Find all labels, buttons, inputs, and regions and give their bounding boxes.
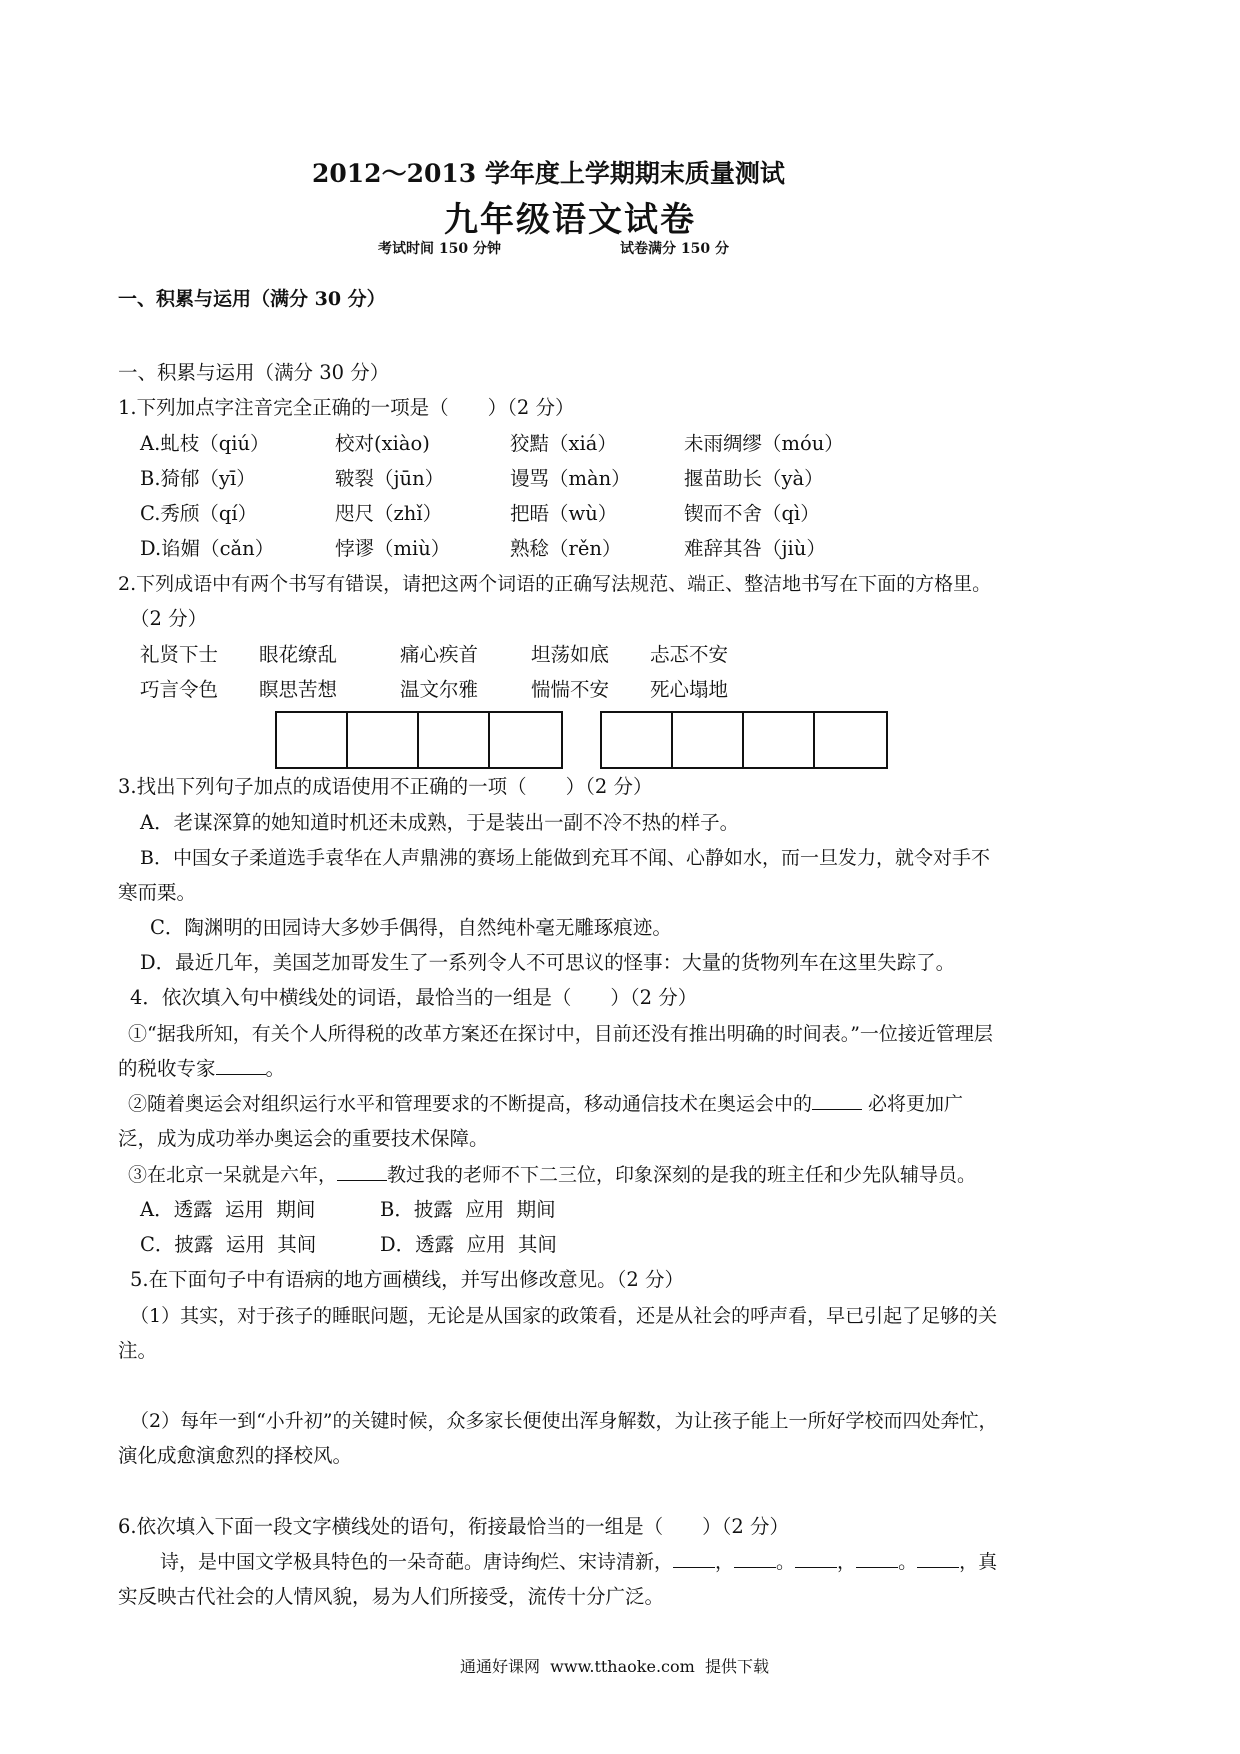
- fill-blank[interactable]: [734, 1549, 776, 1568]
- q6-stem: 6.依次填入下面一段文字横线处的语句，衔接最恰当的一组是（ ）（2 分）: [118, 1515, 789, 1538]
- exam-title-line2: 九年级语文试卷: [444, 200, 696, 240]
- answer-grid-left[interactable]: [275, 711, 563, 769]
- q1-c1: C.秀颀（qí）: [140, 502, 258, 525]
- fill-blank[interactable]: [856, 1549, 898, 1568]
- q2-r1-3: 痛心疾首: [400, 643, 479, 666]
- q1-a3: 狡黠（xiá）: [510, 432, 617, 455]
- q1-stem: 1.下列加点字注音完全正确的一项是（ ）（2 分）: [118, 396, 575, 419]
- q1-c3: 把晤（wù）: [510, 502, 618, 525]
- q1-b1: B.猗郁（yī）: [140, 467, 256, 490]
- q6-line1: 诗，是中国文学极具特色的一朵奇葩。唐诗绚烂、宋诗清新， ， 。 ， 。 ，真: [160, 1551, 998, 1573]
- answer-cell[interactable]: [815, 713, 886, 767]
- answer-cell[interactable]: [348, 713, 419, 767]
- fill-blank[interactable]: [795, 1549, 837, 1568]
- q2-r1-2: 眼花缭乱: [259, 643, 338, 666]
- q1-d4: 难辞其咎（jiù）: [684, 537, 826, 560]
- answer-cell[interactable]: [673, 713, 744, 767]
- q1-d2: 悖谬（miù）: [335, 537, 451, 560]
- q4-stem: 4．依次填入句中横线处的词语，最恰当的一组是（ ）（2 分）: [130, 986, 698, 1009]
- exam-time: 考试时间 150 分钟: [378, 241, 501, 257]
- q4-s2-line1: ②随着奥运会对组织运行水平和管理要求的不断提高，移动通信技术在奥运会中的 必将更加广: [128, 1093, 964, 1115]
- q1-d3: 熟稔（rěn）: [510, 537, 622, 560]
- full-marks: 试卷满分 150 分: [620, 241, 729, 257]
- q4-opt-d: D．透露 应用 其间: [380, 1233, 557, 1256]
- q5-s2-line2: 演化成愈演愈烈的择校风。: [118, 1444, 353, 1467]
- answer-grid-right[interactable]: [600, 711, 888, 769]
- q4-s2-line2: 泛，成为成功举办奥运会的重要技术保障。: [118, 1127, 489, 1150]
- q6-line2: 实反映古代社会的人情风貌，易为人们所接受，流传十分广泛。: [118, 1585, 665, 1608]
- q5-s1-line2: 注。: [118, 1339, 158, 1362]
- q2-r2-3: 温文尔雅: [400, 678, 479, 701]
- q4-s1-line2: 的税收专家 。: [118, 1057, 286, 1080]
- q1-d1: D.谄媚（cǎn）: [140, 537, 275, 560]
- fill-blank[interactable]: [216, 1056, 266, 1075]
- q1-a4: 未雨绸缪（móu）: [684, 432, 844, 455]
- q1-b4: 揠苗助长（yà）: [684, 467, 824, 490]
- q4-s1-line1: ①“据我所知，有关个人所得税的改革方案还在探讨中，目前还没有推出明确的时间表。”一位接近管理层: [128, 1023, 993, 1045]
- q2-score: （2 分）: [130, 607, 208, 630]
- exam-title-line1: 2012～2013 学年度上学期期末质量测试: [312, 159, 785, 188]
- q5-s2-line1: （2）每年一到“小升初”的关键时候，众多家长便使出浑身解数，为让孩子能上一所好学校而四处奔忙，: [130, 1410, 998, 1432]
- q3-b-line1: B．中国女子柔道选手袁华在人声鼎沸的赛场上能做到充耳不闻、心静如水，而一旦发力，就令对手不: [140, 847, 990, 869]
- q3-b-line2: 寒而栗。: [118, 881, 197, 904]
- page-footer: 通通好课网 www.tthaoke.com 提供下载: [460, 1657, 769, 1676]
- q3-a: A．老谋深算的她知道时机还未成熟，于是装出一副不冷不热的样子。: [140, 811, 740, 834]
- q2-r2-2: 瞑思苦想: [259, 678, 338, 701]
- q2-r2-5: 死心塌地: [650, 678, 729, 701]
- q2-r2-1: 巧言令色: [140, 678, 219, 701]
- answer-cell[interactable]: [419, 713, 490, 767]
- q1-a1: A.虬枝（qiú）: [140, 432, 270, 455]
- q2-r1-4: 坦荡如底: [531, 643, 610, 666]
- q4-s3: ③在北京一呆就是六年， 教过我的老师不下二三位，印象深刻的是我的班主任和少先队辅导员。: [128, 1164, 977, 1186]
- fill-blank[interactable]: [673, 1549, 715, 1568]
- q3-stem: 3.找出下列句子加点的成语使用不正确的一项（ ）（2 分）: [118, 775, 653, 798]
- q1-c2: 咫尺（zhǐ）: [335, 502, 443, 525]
- answer-cell[interactable]: [490, 713, 561, 767]
- q1-b2: 皲裂（jūn）: [335, 467, 445, 490]
- q3-c: C．陶渊明的田园诗大多妙手偶得，自然纯朴毫无雕琢痕迹。: [150, 916, 672, 939]
- q5-s1-line1: （1）其实，对于孩子的睡眠问题，无论是从国家的政策看，还是从社会的呼声看，早已引起了足够的关: [130, 1305, 998, 1327]
- q3-d: D．最近几年，美国芝加哥发生了一系列令人不可思议的怪事：大量的货物列车在这里失踪了。: [140, 951, 956, 974]
- q4-opt-b: B．披露 应用 期间: [380, 1198, 556, 1221]
- q5-stem: 5.在下面句子中有语病的地方画横线，并写出修改意见。（2 分）: [130, 1268, 684, 1291]
- q2-r2-4: 惴惴不安: [531, 678, 610, 701]
- q4-opt-c: C．披露 运用 其间: [140, 1233, 317, 1256]
- answer-cell[interactable]: [602, 713, 673, 767]
- q1-a2: 校对(xiào): [335, 432, 430, 455]
- q1-b3: 谩骂（màn）: [510, 467, 631, 490]
- section-heading: 一、积累与运用（满分 30 分）: [118, 361, 390, 384]
- q4-opt-a: A．透露 运用 期间: [140, 1198, 316, 1221]
- fill-blank[interactable]: [917, 1549, 959, 1568]
- q1-c4: 锲而不舍（qì）: [684, 502, 820, 525]
- answer-cell[interactable]: [744, 713, 815, 767]
- q2-r1-1: 礼贤下士: [140, 643, 219, 666]
- q2-r1-5: 忐忑不安: [650, 643, 729, 666]
- fill-blank[interactable]: [812, 1091, 862, 1110]
- q2-stem: 2.下列成语中有两个书写有错误，请把这两个词语的正确写法规范、端正、整洁地书写在下面的方格里。: [118, 573, 992, 595]
- answer-cell[interactable]: [277, 713, 348, 767]
- section-heading-bold: 一、积累与运用（满分 30 分）: [118, 288, 386, 310]
- fill-blank[interactable]: [337, 1162, 387, 1181]
